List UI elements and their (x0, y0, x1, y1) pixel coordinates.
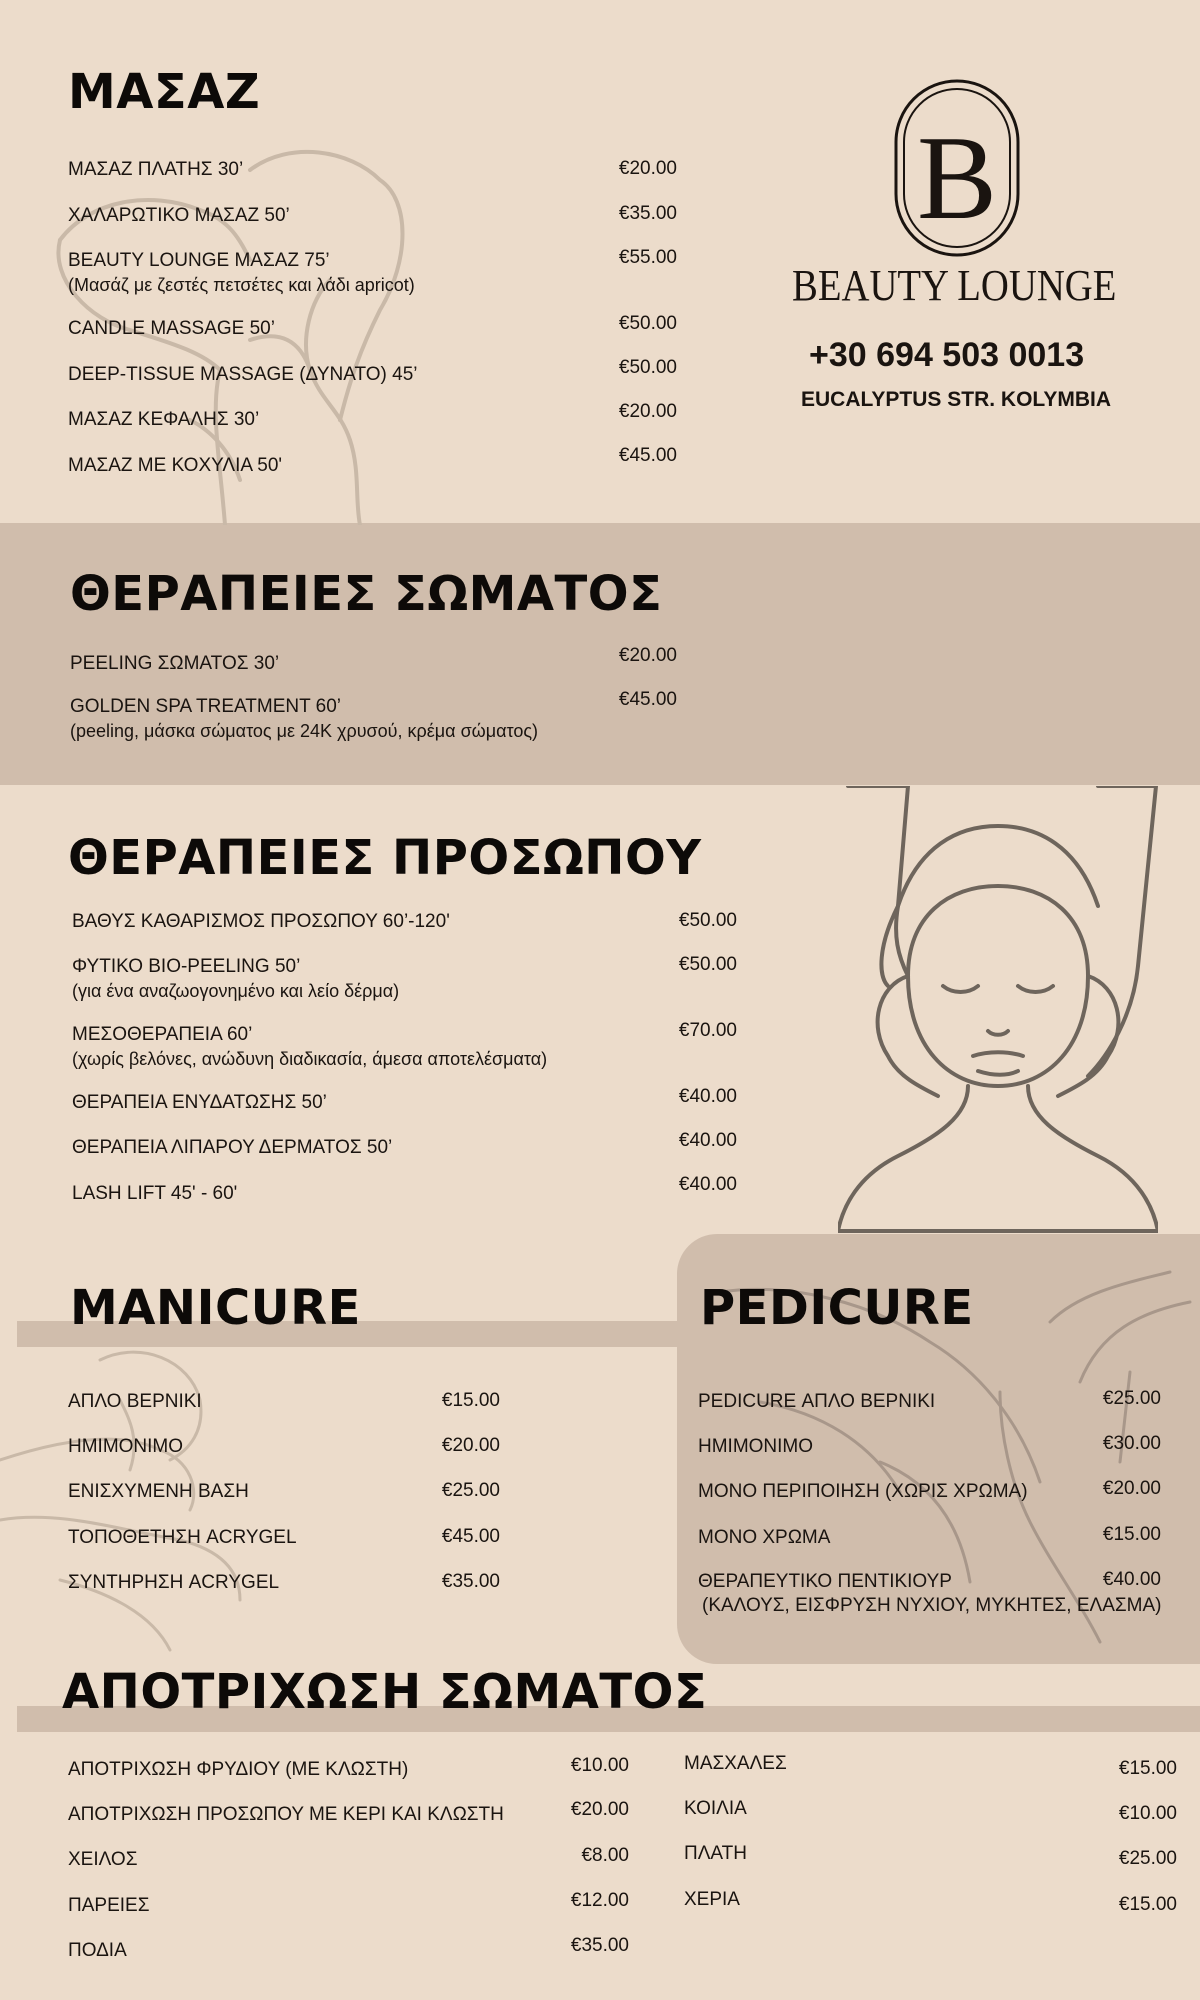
waxing-title: ΑΠΟΤΡΙΧΩΣΗ ΣΩΜΑΤΟΣ (62, 1664, 708, 1720)
menu-item: ΜΕΣΟΘΕΡΑΠΕΙΑ 60’ (χωρίς βελόνες, ανώδυνη διαδικασία, άμεσα αποτελέσματα) (72, 1024, 548, 1069)
item-price: €20.00 (618, 645, 677, 666)
face-treatment-illustration (838, 786, 1158, 1236)
item-price: €20.00 (570, 1799, 629, 1820)
item-price: €10.00 (1118, 1803, 1177, 1824)
item-price: €40.00 (678, 1174, 737, 1195)
item-price: €12.00 (570, 1890, 629, 1911)
item-price: €40.00 (1102, 1569, 1161, 1590)
face-treatments-title: ΘΕΡΑΠΕΙΕΣ ΠΡΟΣΩΠΟΥ (68, 830, 702, 886)
item-price: €35.00 (570, 1935, 629, 1956)
menu-item: ΘΕΡΑΠΕΥΤΙΚΟ ΠΕΝΤΙΚΙΟΥΡ (ΚΑΛΟΥΣ, ΕΙΣΦΡΥΣΗ ΝΥΧΙΟΥ, ΜΥΚΗΤΕΣ, ΕΛΑΣΜΑ) (698, 1571, 1162, 1616)
item-price: €35.00 (618, 203, 677, 224)
item-price: €20.00 (1102, 1478, 1161, 1499)
item-price: €45.00 (618, 689, 677, 710)
menu-item: GOLDEN SPA TREATMENT 60’ (peeling, μάσκα σώματος με 24K χρυσού, κρέμα σώματος) (70, 696, 539, 741)
menu-item: PEELING ΣΩΜΑΤΟΣ 30’ (70, 653, 280, 674)
item-price: €55.00 (618, 247, 677, 268)
item-price: €25.00 (1102, 1388, 1161, 1409)
item-price: €50.00 (618, 357, 677, 378)
menu-item: ΜΟΝΟ ΧΡΩΜΑ (698, 1527, 831, 1548)
massage-title: ΜΑΣΑΖ (68, 64, 261, 120)
menu-item: ΒΑΘΥΣ ΚΑΘΑΡΙΣΜΟΣ ΠΡΟΣΩΠΟΥ 60’-120' (72, 911, 450, 932)
menu-item: ΧΕΙΛΟΣ (68, 1849, 138, 1870)
item-price: €20.00 (618, 401, 677, 422)
menu-item: PEDICURE ΑΠΛΟ ΒΕΡΝΙΚΙ (698, 1391, 936, 1412)
menu-item: DEEP-TISSUE MASSAGE (ΔΥΝΑΤΟ) 45’ (68, 364, 418, 385)
menu-item: ΑΠΟΤΡΙΧΩΣΗ ΠΡΟΣΩΠΟΥ ΜΕ ΚΕΡΙ ΚΑΙ ΚΛΩΣΤΗ (68, 1804, 504, 1825)
item-price: €35.00 (441, 1571, 500, 1592)
item-price: €40.00 (678, 1130, 737, 1151)
item-price: €15.00 (1102, 1524, 1161, 1545)
item-price: €50.00 (618, 313, 677, 334)
item-price: €10.00 (570, 1755, 629, 1776)
menu-item: ΘΕΡΑΠΕΙΑ ΕΝΥΔΑΤΩΣΗΣ 50’ (72, 1092, 327, 1113)
item-price: €15.00 (441, 1390, 500, 1411)
body-treatments-title: ΘΕΡΑΠΕΙΕΣ ΣΩΜΑΤΟΣ (70, 566, 663, 622)
menu-item: ΜΑΣΑΖ ΚΕΦΑΛΗΣ 30’ (68, 409, 260, 430)
item-price: €50.00 (678, 910, 737, 931)
menu-item: LASH LIFT 45' - 60' (72, 1183, 238, 1204)
menu-item: BEAUTY LOUNGE ΜΑΣΑΖ 75’ (Μασάζ με ζεστές πετσέτες και λάδι apricot) (68, 250, 415, 295)
item-price: €25.00 (1118, 1848, 1177, 1869)
address: EUCALYPTUS STR. KOLYMBIA (801, 388, 1111, 411)
menu-item: ΚΟΙΛΙΑ (684, 1798, 747, 1819)
menu-item: ΧΕΡΙΑ (684, 1889, 740, 1910)
menu-item: ΦΥΤΙΚΟ BIO-PEELING 50’ (για ένα αναζωογονημένο και λείο δέρμα) (72, 956, 400, 1001)
pedicure-title: PEDICURE (700, 1280, 974, 1336)
item-price: €50.00 (678, 954, 737, 975)
item-price: €20.00 (618, 158, 677, 179)
monogram-letter: B (916, 111, 998, 244)
item-price: €40.00 (678, 1086, 737, 1107)
menu-item: ΜΟΝΟ ΠΕΡΙΠΟΙΗΣΗ (ΧΩΡΙΣ ΧΡΩΜΑ) (698, 1481, 1028, 1502)
menu-item: ΗΜΙΜΟΝΙΜΟ (68, 1436, 184, 1457)
menu-item: ΧΑΛΑΡΩΤΙΚΟ ΜΑΣΑΖ 50’ (68, 205, 290, 226)
menu-item: ΠΟΔΙΑ (68, 1940, 127, 1961)
item-price: €15.00 (1118, 1894, 1177, 1915)
brand-monogram-logo (893, 78, 1021, 258)
item-price: €25.00 (441, 1480, 500, 1501)
menu-item: ΣΥΝΤΗΡΗΣΗ ACRYGEL (68, 1572, 280, 1593)
menu-item: ΜΑΣΧΑΛΕΣ (684, 1753, 787, 1774)
menu-item: ΗΜΙΜΟΝΙΜΟ (698, 1436, 814, 1457)
menu-item: ΠΛΑΤΗ (684, 1843, 748, 1864)
item-price: €20.00 (441, 1435, 500, 1456)
menu-item: ΕΝΙΣΧΥΜΕΝΗ ΒΑΣΗ (68, 1481, 249, 1502)
menu-item: ΑΠΛΟ ΒΕΡΝΙΚΙ (68, 1391, 202, 1412)
item-price: €70.00 (678, 1020, 737, 1041)
menu-item: ΘΕΡΑΠΕΙΑ ΛΙΠΑΡΟΥ ΔΕΡΜΑΤΟΣ 50’ (72, 1137, 393, 1158)
item-price: €8.00 (581, 1845, 629, 1866)
item-price: €30.00 (1102, 1433, 1161, 1454)
menu-item: ΜΑΣΑΖ ΜΕ ΚΟΧΥΛΙΑ 50' (68, 455, 283, 476)
manicure-title: MANICURE (70, 1280, 361, 1336)
menu-item: ΑΠΟΤΡΙΧΩΣΗ ΦΡΥΔΙΟΥ (ΜΕ ΚΛΩΣΤΗ) (68, 1759, 409, 1780)
menu-item: ΤΟΠΟΘΕΤΗΣΗ ACRYGEL (68, 1527, 297, 1548)
item-price: €45.00 (618, 445, 677, 466)
phone-number[interactable]: +30 694 503 0013 (809, 336, 1085, 374)
item-price: €45.00 (441, 1526, 500, 1547)
menu-item: ΠΑΡΕΙΕΣ (68, 1895, 150, 1916)
menu-item: CANDLE MASSAGE 50’ (68, 318, 275, 339)
item-price: €15.00 (1118, 1758, 1177, 1779)
menu-item: ΜΑΣΑΖ ΠΛΑΤΗΣ 30’ (68, 159, 244, 180)
brand-name: BEAUTY LOUNGE (792, 261, 1117, 310)
